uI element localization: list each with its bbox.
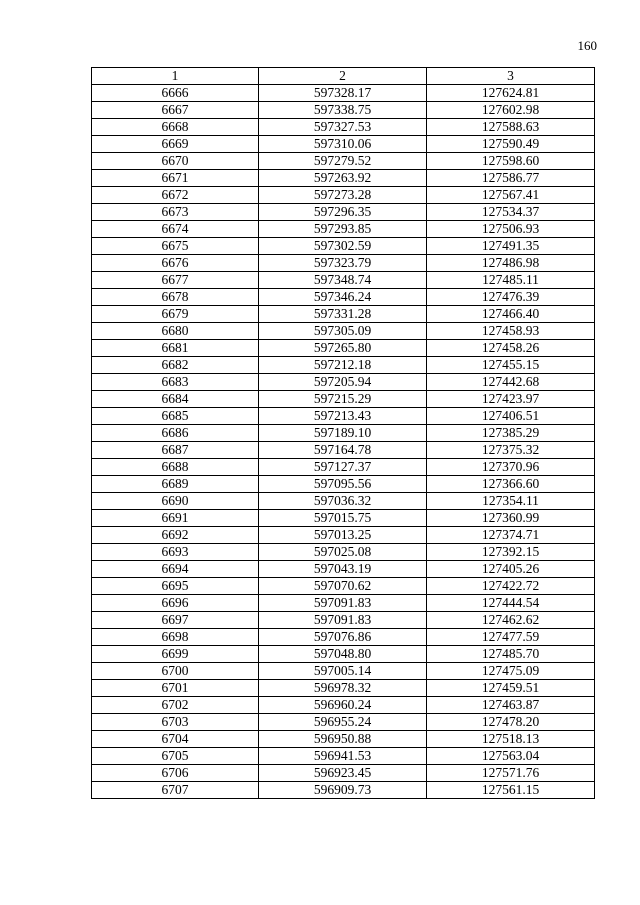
table-cell: 597215.29 — [259, 391, 427, 408]
table-cell: 6703 — [92, 714, 259, 731]
table-cell: 127602.98 — [427, 102, 595, 119]
table-cell: 597212.18 — [259, 357, 427, 374]
table-row — [92, 425, 595, 442]
table-row — [92, 765, 595, 782]
table-cell: 127422.72 — [427, 578, 595, 595]
table-cell: 127360.99 — [427, 510, 595, 527]
table-cell: 6686 — [92, 425, 259, 442]
table-cell: 596955.24 — [259, 714, 427, 731]
table-cell: 127392.15 — [427, 544, 595, 561]
table-cell: 6676 — [92, 255, 259, 272]
table-row — [92, 476, 595, 493]
table-cell: 127374.71 — [427, 527, 595, 544]
table-cell: 596960.24 — [259, 697, 427, 714]
table-cell: 6684 — [92, 391, 259, 408]
table-row — [92, 391, 595, 408]
table-cell: 127486.98 — [427, 255, 595, 272]
table-row — [92, 714, 595, 731]
table-row — [92, 510, 595, 527]
table-row — [92, 782, 595, 799]
table-cell: 127370.96 — [427, 459, 595, 476]
table-cell: 597327.53 — [259, 119, 427, 136]
table-cell: 6670 — [92, 153, 259, 170]
table-row — [92, 374, 595, 391]
table-row — [92, 85, 595, 102]
table-cell: 127405.26 — [427, 561, 595, 578]
table-row — [92, 238, 595, 255]
table-cell: 597293.85 — [259, 221, 427, 238]
column-header-3: 3 — [427, 68, 595, 85]
table-cell: 127476.39 — [427, 289, 595, 306]
table-cell: 597091.83 — [259, 595, 427, 612]
table-cell: 597095.56 — [259, 476, 427, 493]
table-cell: 127534.37 — [427, 204, 595, 221]
table-cell: 597076.86 — [259, 629, 427, 646]
table-row — [92, 612, 595, 629]
table-cell: 6690 — [92, 493, 259, 510]
table-cell: 127506.93 — [427, 221, 595, 238]
table-row — [92, 544, 595, 561]
table-cell: 6681 — [92, 340, 259, 357]
table-row — [92, 153, 595, 170]
table-row — [92, 221, 595, 238]
table-cell: 597305.09 — [259, 323, 427, 340]
table-cell: 6669 — [92, 136, 259, 153]
table-row — [92, 340, 595, 357]
table-row — [92, 493, 595, 510]
table-cell: 127458.26 — [427, 340, 595, 357]
table-cell: 127463.87 — [427, 697, 595, 714]
table-cell: 127442.68 — [427, 374, 595, 391]
table-cell: 597091.83 — [259, 612, 427, 629]
table-cell: 127366.60 — [427, 476, 595, 493]
table-row — [92, 680, 595, 697]
table-cell: 6674 — [92, 221, 259, 238]
column-header-1: 1 — [92, 68, 259, 85]
table-row — [92, 442, 595, 459]
table-cell: 597323.79 — [259, 255, 427, 272]
table-row — [92, 731, 595, 748]
table-cell: 597005.14 — [259, 663, 427, 680]
table-cell: 597273.28 — [259, 187, 427, 204]
table-row — [92, 170, 595, 187]
table-row — [92, 204, 595, 221]
table-cell: 6666 — [92, 85, 259, 102]
table-cell: 127598.60 — [427, 153, 595, 170]
table-cell: 6694 — [92, 561, 259, 578]
table-cell: 6693 — [92, 544, 259, 561]
table-cell: 597025.08 — [259, 544, 427, 561]
table-cell: 6668 — [92, 119, 259, 136]
table-cell: 6699 — [92, 646, 259, 663]
table-row — [92, 255, 595, 272]
table-cell: 597265.80 — [259, 340, 427, 357]
table-row — [92, 663, 595, 680]
coordinates-table — [91, 67, 595, 799]
table-row — [92, 748, 595, 765]
table-cell: 6700 — [92, 663, 259, 680]
table-row — [92, 119, 595, 136]
table-cell: 6673 — [92, 204, 259, 221]
table-cell: 596978.32 — [259, 680, 427, 697]
table-cell: 127518.13 — [427, 731, 595, 748]
table-row — [92, 306, 595, 323]
table-cell: 6680 — [92, 323, 259, 340]
table-cell: 127455.15 — [427, 357, 595, 374]
table-row — [92, 697, 595, 714]
table-cell: 6707 — [92, 782, 259, 799]
table-cell: 6675 — [92, 238, 259, 255]
table-cell: 127375.32 — [427, 442, 595, 459]
column-header-2: 2 — [259, 68, 427, 85]
table-cell: 597127.37 — [259, 459, 427, 476]
table-cell: 597302.59 — [259, 238, 427, 255]
table-row — [92, 272, 595, 289]
table-cell: 127466.40 — [427, 306, 595, 323]
table-row — [92, 578, 595, 595]
table-cell: 127478.20 — [427, 714, 595, 731]
table-cell: 597213.43 — [259, 408, 427, 425]
table-cell: 6692 — [92, 527, 259, 544]
table-cell: 597296.35 — [259, 204, 427, 221]
table-cell: 6667 — [92, 102, 259, 119]
table-cell: 6685 — [92, 408, 259, 425]
table-row — [92, 459, 595, 476]
table-cell: 6696 — [92, 595, 259, 612]
table-row — [92, 357, 595, 374]
table-cell: 127491.35 — [427, 238, 595, 255]
table-row — [92, 136, 595, 153]
table-row — [92, 323, 595, 340]
table-cell: 127477.59 — [427, 629, 595, 646]
table-cell: 127485.11 — [427, 272, 595, 289]
table-row — [92, 561, 595, 578]
table-cell: 127444.54 — [427, 595, 595, 612]
table-cell: 127588.63 — [427, 119, 595, 136]
table-cell: 597043.19 — [259, 561, 427, 578]
table-cell: 127462.62 — [427, 612, 595, 629]
table-cell: 597310.06 — [259, 136, 427, 153]
table-cell: 597015.75 — [259, 510, 427, 527]
table-cell: 597328.17 — [259, 85, 427, 102]
table-cell: 6701 — [92, 680, 259, 697]
table-cell: 597036.32 — [259, 493, 427, 510]
table-cell: 597164.78 — [259, 442, 427, 459]
table-cell: 127624.81 — [427, 85, 595, 102]
table-cell: 597048.80 — [259, 646, 427, 663]
page-number: 160 — [577, 38, 597, 53]
table-cell: 596909.73 — [259, 782, 427, 799]
table-row — [92, 289, 595, 306]
table-cell: 127571.76 — [427, 765, 595, 782]
table-cell: 6671 — [92, 170, 259, 187]
table-cell: 6691 — [92, 510, 259, 527]
table-cell: 597338.75 — [259, 102, 427, 119]
table-cell: 6695 — [92, 578, 259, 595]
table-cell: 596950.88 — [259, 731, 427, 748]
table-row — [92, 408, 595, 425]
table-cell: 127567.41 — [427, 187, 595, 204]
table-cell: 127354.11 — [427, 493, 595, 510]
table-cell: 6705 — [92, 748, 259, 765]
table-cell: 597331.28 — [259, 306, 427, 323]
table-cell: 596923.45 — [259, 765, 427, 782]
table-cell: 597279.52 — [259, 153, 427, 170]
table-cell: 6682 — [92, 357, 259, 374]
table-row — [92, 527, 595, 544]
table-cell: 597348.74 — [259, 272, 427, 289]
table-header-row — [92, 68, 595, 85]
table-cell: 6677 — [92, 272, 259, 289]
table-row — [92, 595, 595, 612]
table-cell: 596941.53 — [259, 748, 427, 765]
table-cell: 6702 — [92, 697, 259, 714]
table-cell: 597013.25 — [259, 527, 427, 544]
table-cell: 127563.04 — [427, 748, 595, 765]
table-cell: 127459.51 — [427, 680, 595, 697]
table-cell: 127590.49 — [427, 136, 595, 153]
table-body — [92, 85, 595, 799]
table-cell: 127423.97 — [427, 391, 595, 408]
table-cell: 127458.93 — [427, 323, 595, 340]
table-cell: 597205.94 — [259, 374, 427, 391]
table-cell: 127406.51 — [427, 408, 595, 425]
table-row — [92, 102, 595, 119]
table-row — [92, 629, 595, 646]
table-cell: 6697 — [92, 612, 259, 629]
table-cell: 597189.10 — [259, 425, 427, 442]
table-cell: 127385.29 — [427, 425, 595, 442]
table-cell: 127586.77 — [427, 170, 595, 187]
table-cell: 6672 — [92, 187, 259, 204]
table-cell: 6704 — [92, 731, 259, 748]
table-row — [92, 187, 595, 204]
table-cell: 6678 — [92, 289, 259, 306]
table-cell: 6698 — [92, 629, 259, 646]
table-row — [92, 646, 595, 663]
table-cell: 6689 — [92, 476, 259, 493]
table-cell: 127561.15 — [427, 782, 595, 799]
table-cell: 127485.70 — [427, 646, 595, 663]
table-cell: 597263.92 — [259, 170, 427, 187]
table-cell: 6687 — [92, 442, 259, 459]
table-cell: 6679 — [92, 306, 259, 323]
table-cell: 597346.24 — [259, 289, 427, 306]
table-cell: 127475.09 — [427, 663, 595, 680]
table-cell: 6683 — [92, 374, 259, 391]
table-cell: 597070.62 — [259, 578, 427, 595]
table-cell: 6688 — [92, 459, 259, 476]
table-cell: 6706 — [92, 765, 259, 782]
